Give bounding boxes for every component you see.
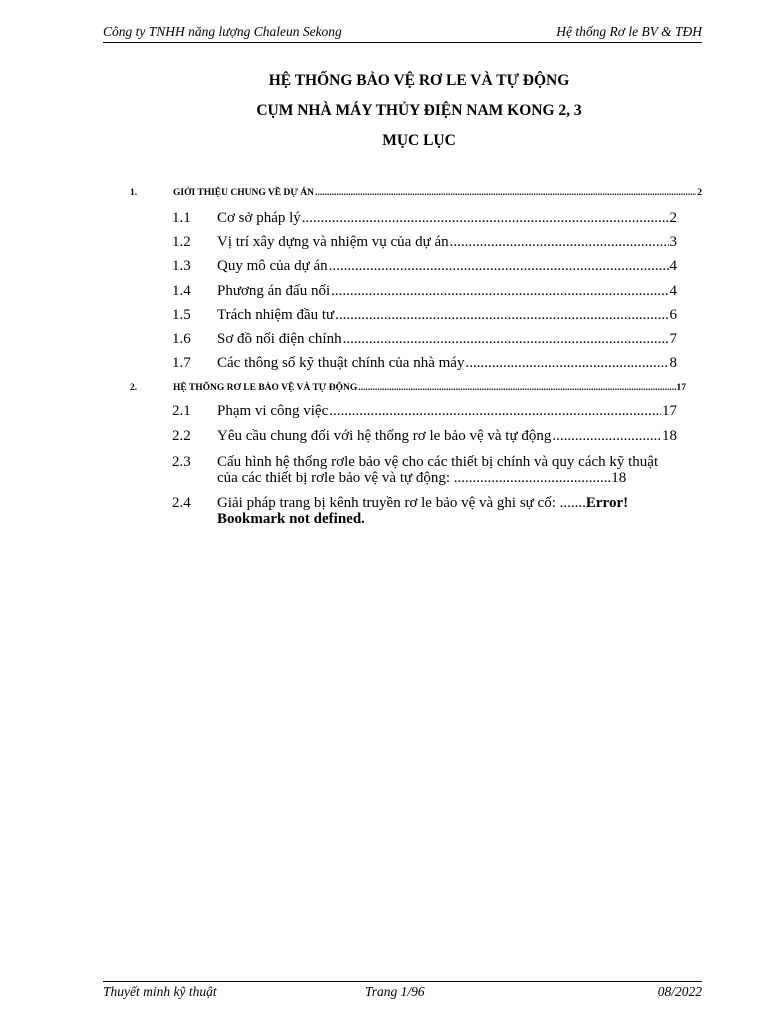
toc-item-1-1[interactable] [172, 210, 677, 227]
toc-item-number: 1.6 [172, 331, 191, 347]
toc-item-1-6[interactable] [172, 331, 677, 348]
toc-item-title: Trách nhiệm đầu tư [217, 307, 335, 323]
header-company: Công ty TNHH năng lượng Chaleun Sekong [103, 24, 342, 39]
toc-item-number: 1.2 [172, 234, 191, 250]
toc-leader-dots [329, 403, 661, 420]
toc-item-2-4[interactable] [172, 495, 712, 529]
toc-item-title: Quy mô của dự án [217, 258, 328, 274]
toc-heading: MỤC LỤC [382, 132, 456, 149]
toc-item-title-line-1: Cấu hình hệ thống rơle bảo vệ cho các thiết bị chính và quy cách kỹ thuật [217, 454, 659, 470]
toc-item-2-1[interactable] [172, 403, 677, 420]
toc-item-number: 1.5 [172, 307, 191, 323]
toc-leader-dots [343, 331, 669, 348]
toc-section-title: GIỚI THIỆU CHUNG VỀ DỰ ÁN [173, 188, 315, 198]
page-header [103, 22, 702, 43]
footer-date: 08/2022 [657, 984, 702, 999]
page-footer [103, 981, 702, 1002]
toc-item-number: 1.4 [172, 283, 191, 299]
toc-item-title: Phương án đấu nối [217, 283, 331, 299]
bookmark-error-text: Error! [585, 495, 629, 511]
toc-item-1-3[interactable] [172, 258, 677, 275]
toc-item-1-2[interactable] [172, 234, 677, 251]
toc-page-number: 6 [669, 307, 677, 323]
toc-item-title-line-2: của các thiết bị rơle bảo vệ và tự động: ..........................................18 [217, 470, 627, 486]
toc-item-2-3[interactable] [172, 454, 712, 488]
toc-item-number: 2.4 [172, 495, 191, 511]
toc-item-2-2[interactable] [172, 428, 677, 445]
toc-item-title: Cơ sở pháp lý [217, 210, 301, 226]
toc-leader-dots [331, 283, 668, 300]
toc-item-title: Yêu cầu chung đối với hệ thống rơ le bảo vệ và tự động [217, 428, 552, 444]
toc-item-title: Giải pháp trang bị kênh truyền rơ le bảo vệ và ghi sự cố: ....... [217, 495, 586, 511]
toc-item-number: 2.1 [172, 403, 191, 419]
toc-page-number: 3 [669, 234, 677, 250]
toc-item-number: 2.3 [172, 454, 191, 470]
footer-document-type: Thuyết minh kỹ thuật [103, 984, 217, 999]
toc-section-title: HỆ THỐNG RƠ LE BẢO VỆ VÀ TỰ ĐỘNG [173, 383, 358, 393]
toc-page-number: 2 [669, 210, 677, 226]
header-system: Hệ thống Rơ le BV & TĐH [556, 24, 702, 39]
toc-leader-dots [302, 210, 669, 227]
toc-item-number: 2.2 [172, 428, 191, 444]
toc-section-number: 1. [130, 188, 138, 198]
toc-item-title: Vị trí xây dựng và nhiệm vụ của dự án [217, 234, 449, 250]
toc-page-number: 4 [669, 283, 677, 299]
toc-page-number: 7 [669, 331, 677, 347]
toc-page-number: 18 [662, 428, 677, 444]
bookmark-error-text-continued: Bookmark not defined. [217, 511, 365, 527]
document-title: HỆ THỐNG BẢO VỆ RƠ LE VÀ TỰ ĐỘNG [268, 72, 570, 89]
toc-section-1[interactable] [130, 188, 702, 198]
toc-item-title: Các thông số kỹ thuật chính của nhà máy [217, 355, 465, 371]
toc-item-title: Phạm vi công việc [217, 403, 329, 419]
toc-section-number: 2. [130, 383, 138, 393]
toc-leader-dots [450, 234, 669, 251]
toc-leader-dots [552, 428, 661, 445]
document-subtitle: CỤM NHÀ MÁY THỦY ĐIỆN NAM KONG 2, 3 [256, 102, 582, 119]
toc-leader-dots [315, 188, 696, 198]
toc-leader-dots [329, 258, 669, 275]
toc-leader-dots [335, 307, 668, 324]
toc-item-1-5[interactable] [172, 307, 677, 324]
toc-page-number: 4 [669, 258, 677, 274]
toc-item-1-4[interactable] [172, 283, 677, 300]
toc-page-number: 8 [669, 355, 677, 371]
toc-item-1-7[interactable] [172, 355, 677, 372]
toc-item-number: 1.1 [172, 210, 191, 226]
toc-page-number: 2 [697, 188, 702, 198]
toc-item-number: 1.7 [172, 355, 191, 371]
toc-leader-dots [465, 355, 668, 372]
toc-page-number: 17 [662, 403, 677, 419]
toc-item-number: 1.3 [172, 258, 191, 274]
toc-leader-dots [358, 383, 675, 393]
toc-page-number: 17 [676, 383, 686, 393]
toc-item-title: Sơ đồ nối điện chính [217, 331, 342, 347]
toc-section-2[interactable] [130, 383, 686, 393]
footer-page-number: Trang 1/96 [365, 984, 425, 999]
